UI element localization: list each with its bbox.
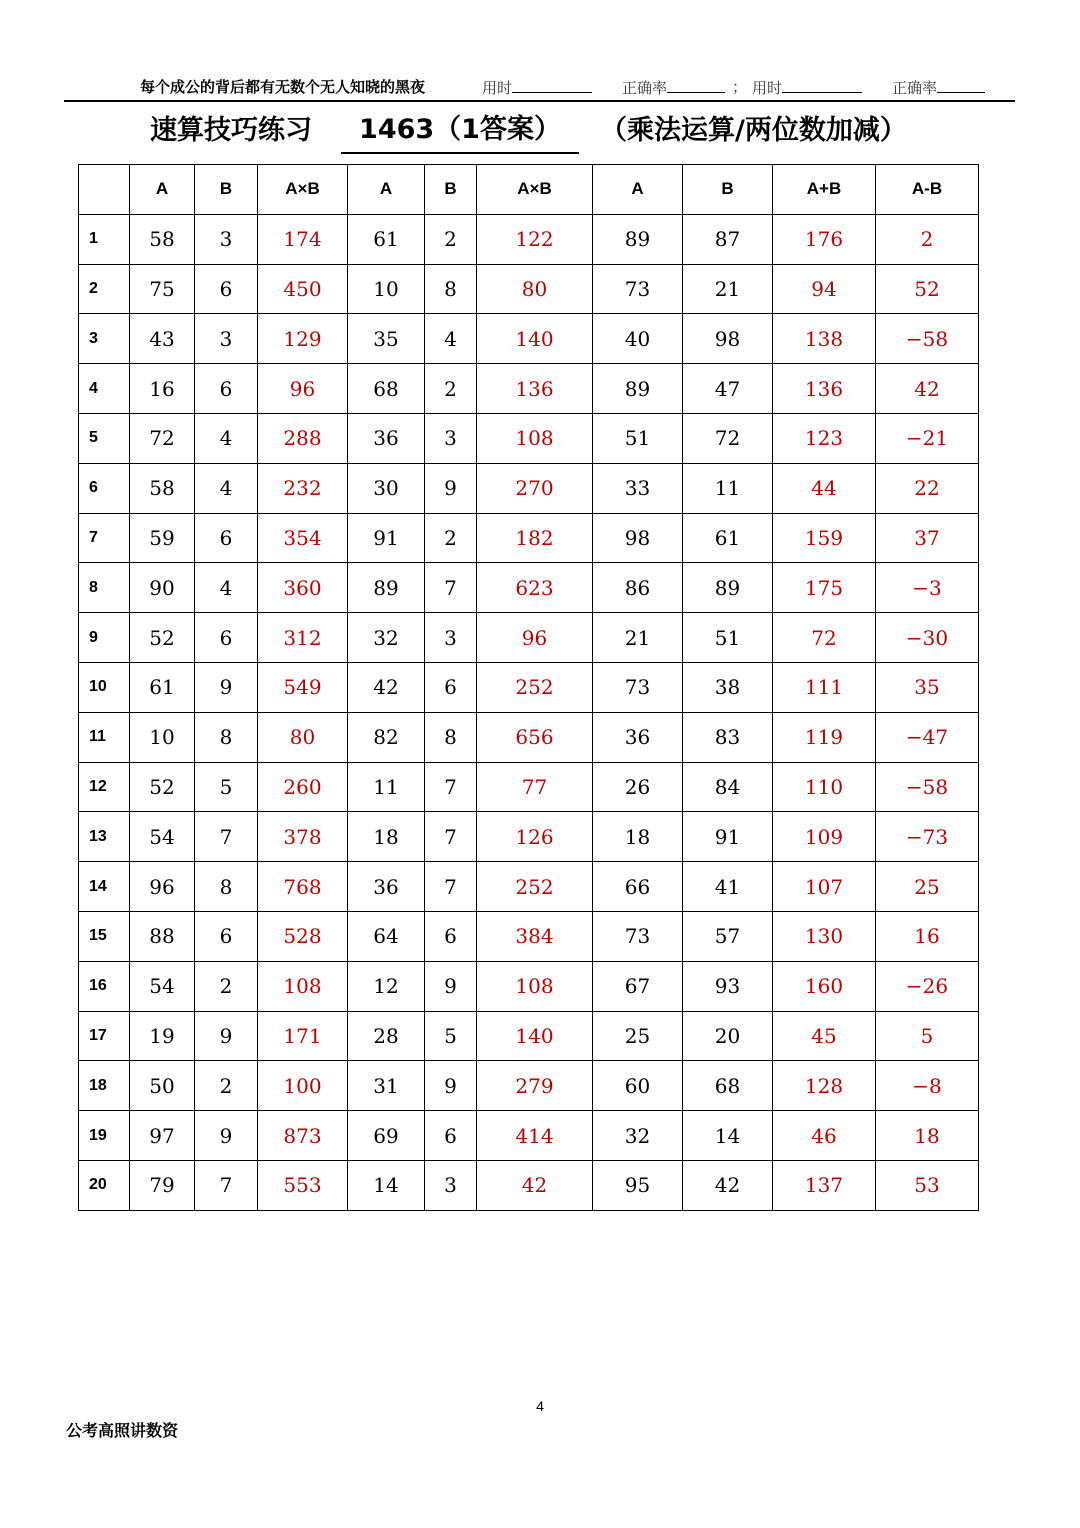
- answer-cell: 312: [258, 613, 348, 663]
- answer-cell: 108: [477, 961, 593, 1011]
- operand-cell: 4: [425, 314, 477, 364]
- page-header: [64, 74, 1015, 102]
- operand-cell: 2: [195, 961, 258, 1011]
- operand-cell: 16: [130, 364, 195, 414]
- operand-cell: 36: [348, 413, 425, 463]
- title-subtitle: （乘法运算/两位数加减）: [600, 115, 907, 146]
- operand-cell: 8: [195, 862, 258, 912]
- operand-cell: 50: [130, 1061, 195, 1111]
- table-row: [79, 712, 979, 762]
- operand-cell: 58: [130, 214, 195, 264]
- operand-cell: 36: [348, 862, 425, 912]
- header-cell: B: [425, 165, 477, 215]
- operand-cell: 90: [130, 563, 195, 613]
- operand-cell: 7: [425, 862, 477, 912]
- operand-cell: 25: [593, 1011, 683, 1061]
- table-body: [79, 214, 979, 1210]
- answer-cell: −58: [876, 314, 979, 364]
- table-row: [79, 961, 979, 1011]
- operand-cell: 6: [195, 613, 258, 663]
- operand-cell: 43: [130, 314, 195, 364]
- answer-cell: 129: [258, 314, 348, 364]
- header-cell: [79, 165, 130, 215]
- operand-cell: 3: [425, 613, 477, 663]
- answer-cell: 182: [477, 513, 593, 563]
- operand-cell: 86: [593, 563, 683, 613]
- header-separator: ；: [732, 78, 748, 96]
- header-cell: A: [130, 165, 195, 215]
- operand-cell: 31: [348, 1061, 425, 1111]
- operand-cell: 52: [130, 762, 195, 812]
- table-row: [79, 463, 979, 513]
- operand-cell: 10: [130, 712, 195, 762]
- answer-cell: 623: [477, 563, 593, 613]
- operand-cell: 11: [348, 762, 425, 812]
- table-row: [79, 1011, 979, 1061]
- answer-cell: 140: [477, 1011, 593, 1061]
- table-row: [79, 812, 979, 862]
- table-row: [79, 563, 979, 613]
- accuracy-label-2: 正确率: [892, 79, 938, 97]
- title-code: 1463（1答案）: [341, 108, 579, 154]
- answer-cell: 252: [477, 862, 593, 912]
- time-label-2: 用时: [752, 79, 783, 97]
- header-motto: 每个成公的背后都有无数个无人知晓的黑夜: [140, 78, 426, 96]
- operand-cell: 67: [593, 961, 683, 1011]
- header-cell: B: [195, 165, 258, 215]
- operand-cell: 14: [348, 1160, 425, 1210]
- answer-cell: 873: [258, 1111, 348, 1161]
- accuracy-blank-1: [667, 74, 725, 93]
- operand-cell: 6: [425, 1111, 477, 1161]
- answer-cell: 656: [477, 712, 593, 762]
- answer-cell: 137: [773, 1160, 876, 1210]
- operand-cell: 12: [348, 961, 425, 1011]
- answer-cell: 22: [876, 463, 979, 513]
- answer-cell: 111: [773, 662, 876, 712]
- operand-cell: 6: [425, 911, 477, 961]
- operand-cell: 59: [130, 513, 195, 563]
- answer-cell: 288: [258, 413, 348, 463]
- operand-cell: 84: [683, 762, 773, 812]
- operand-cell: 2: [425, 364, 477, 414]
- operand-cell: 4: [195, 463, 258, 513]
- operand-cell: 9: [425, 463, 477, 513]
- operand-cell: 51: [593, 413, 683, 463]
- answer-cell: 94: [773, 264, 876, 314]
- operand-cell: 21: [683, 264, 773, 314]
- operand-cell: 2: [195, 1061, 258, 1111]
- time-field-2: [752, 74, 862, 101]
- answer-cell: 100: [258, 1061, 348, 1111]
- operand-cell: 7: [195, 1160, 258, 1210]
- answer-cell: 108: [258, 961, 348, 1011]
- operand-cell: 83: [683, 712, 773, 762]
- operand-cell: 42: [348, 662, 425, 712]
- operand-cell: 6: [195, 513, 258, 563]
- operand-cell: 98: [683, 314, 773, 364]
- operand-cell: 8: [195, 712, 258, 762]
- row-index: 1: [79, 214, 130, 264]
- operand-cell: 33: [593, 463, 683, 513]
- row-index: 5: [79, 413, 130, 463]
- answer-cell: 450: [258, 264, 348, 314]
- time-blank-1: [512, 74, 592, 93]
- operand-cell: 64: [348, 911, 425, 961]
- operand-cell: 7: [425, 812, 477, 862]
- answer-cell: 136: [477, 364, 593, 414]
- header-cell: A+B: [773, 165, 876, 215]
- answer-cell: 123: [773, 413, 876, 463]
- table-row: [79, 413, 979, 463]
- operand-cell: 9: [425, 1061, 477, 1111]
- answer-cell: 553: [258, 1160, 348, 1210]
- operand-cell: 28: [348, 1011, 425, 1061]
- answer-cell: 2: [876, 214, 979, 264]
- operand-cell: 6: [425, 662, 477, 712]
- operand-cell: 38: [683, 662, 773, 712]
- table-row: [79, 1061, 979, 1111]
- operand-cell: 73: [593, 264, 683, 314]
- row-index: 10: [79, 662, 130, 712]
- row-index: 9: [79, 613, 130, 663]
- answer-cell: 37: [876, 513, 979, 563]
- operand-cell: 6: [195, 911, 258, 961]
- operand-cell: 89: [593, 214, 683, 264]
- answer-cell: 252: [477, 662, 593, 712]
- operand-cell: 7: [425, 762, 477, 812]
- operand-cell: 5: [195, 762, 258, 812]
- operand-cell: 41: [683, 862, 773, 912]
- answer-cell: 140: [477, 314, 593, 364]
- table-row: [79, 264, 979, 314]
- answer-cell: 176: [773, 214, 876, 264]
- row-index: 15: [79, 911, 130, 961]
- operand-cell: 2: [425, 214, 477, 264]
- header-cell: A×B: [477, 165, 593, 215]
- operand-cell: 89: [348, 563, 425, 613]
- operand-cell: 69: [348, 1111, 425, 1161]
- operand-cell: 52: [130, 613, 195, 663]
- operand-cell: 72: [683, 413, 773, 463]
- operand-cell: 3: [425, 1160, 477, 1210]
- answer-cell: 174: [258, 214, 348, 264]
- answer-cell: −3: [876, 563, 979, 613]
- operand-cell: 9: [195, 1011, 258, 1061]
- operand-cell: 3: [425, 413, 477, 463]
- accuracy-label-1: 正确率: [622, 79, 668, 97]
- answer-cell: 42: [477, 1160, 593, 1210]
- answer-cell: 360: [258, 563, 348, 613]
- operand-cell: 98: [593, 513, 683, 563]
- answer-cell: 44: [773, 463, 876, 513]
- answer-cell: 126: [477, 812, 593, 862]
- accuracy-field-2: [892, 74, 985, 101]
- answer-cell: −30: [876, 613, 979, 663]
- accuracy-blank-2: [937, 74, 985, 93]
- accuracy-field-1: [622, 74, 725, 101]
- operand-cell: 87: [683, 214, 773, 264]
- page-title: [150, 108, 950, 154]
- operand-cell: 7: [195, 812, 258, 862]
- header-cell: A×B: [258, 165, 348, 215]
- answer-cell: 119: [773, 712, 876, 762]
- header-cell: A: [593, 165, 683, 215]
- operand-cell: 2: [425, 513, 477, 563]
- operand-cell: 18: [348, 812, 425, 862]
- row-index: 8: [79, 563, 130, 613]
- answer-cell: 42: [876, 364, 979, 414]
- operand-cell: 26: [593, 762, 683, 812]
- operand-cell: 54: [130, 961, 195, 1011]
- table-row: [79, 613, 979, 663]
- row-index: 16: [79, 961, 130, 1011]
- time-label-1: 用时: [482, 79, 513, 97]
- operand-cell: 18: [593, 812, 683, 862]
- operand-cell: 9: [195, 662, 258, 712]
- operand-cell: 82: [348, 712, 425, 762]
- answer-cell: 53: [876, 1160, 979, 1210]
- row-index: 4: [79, 364, 130, 414]
- operand-cell: 5: [425, 1011, 477, 1061]
- operand-cell: 21: [593, 613, 683, 663]
- answer-cell: 110: [773, 762, 876, 812]
- operand-cell: 9: [425, 961, 477, 1011]
- operand-cell: 14: [683, 1111, 773, 1161]
- operand-cell: 30: [348, 463, 425, 513]
- answer-cell: 378: [258, 812, 348, 862]
- answer-cell: 80: [477, 264, 593, 314]
- answer-cell: 414: [477, 1111, 593, 1161]
- answer-cell: 232: [258, 463, 348, 513]
- header-cell: A-B: [876, 165, 979, 215]
- operand-cell: 61: [130, 662, 195, 712]
- operand-cell: 51: [683, 613, 773, 663]
- operand-cell: 95: [593, 1160, 683, 1210]
- answer-cell: −26: [876, 961, 979, 1011]
- answer-cell: 46: [773, 1111, 876, 1161]
- operand-cell: 35: [348, 314, 425, 364]
- answer-cell: 45: [773, 1011, 876, 1061]
- row-index: 13: [79, 812, 130, 862]
- answer-cell: −58: [876, 762, 979, 812]
- answer-cell: 159: [773, 513, 876, 563]
- operand-cell: 3: [195, 314, 258, 364]
- table-row: [79, 762, 979, 812]
- answer-cell: 528: [258, 911, 348, 961]
- answer-cell: 109: [773, 812, 876, 862]
- row-index: 18: [79, 1061, 130, 1111]
- operand-cell: 88: [130, 911, 195, 961]
- answer-cell: −21: [876, 413, 979, 463]
- answer-cell: 768: [258, 862, 348, 912]
- operand-cell: 19: [130, 1011, 195, 1061]
- table-row: [79, 513, 979, 563]
- answer-cell: 175: [773, 563, 876, 613]
- operand-cell: 36: [593, 712, 683, 762]
- table-row: [79, 911, 979, 961]
- answer-cell: 549: [258, 662, 348, 712]
- operand-cell: 8: [425, 264, 477, 314]
- operand-cell: 10: [348, 264, 425, 314]
- answer-cell: 80: [258, 712, 348, 762]
- answer-cell: 260: [258, 762, 348, 812]
- operand-cell: 57: [683, 911, 773, 961]
- answer-cell: 18: [876, 1111, 979, 1161]
- operand-cell: 68: [348, 364, 425, 414]
- answer-table: [78, 164, 979, 1211]
- table-row: [79, 1160, 979, 1210]
- answer-cell: 16: [876, 911, 979, 961]
- row-index: 3: [79, 314, 130, 364]
- row-index: 7: [79, 513, 130, 563]
- operand-cell: 91: [348, 513, 425, 563]
- answer-cell: 77: [477, 762, 593, 812]
- operand-cell: 93: [683, 961, 773, 1011]
- row-index: 20: [79, 1160, 130, 1210]
- table-row: [79, 314, 979, 364]
- time-field-1: [482, 74, 592, 101]
- row-index: 11: [79, 712, 130, 762]
- row-index: 17: [79, 1011, 130, 1061]
- operand-cell: 89: [593, 364, 683, 414]
- page-number: 4: [536, 1398, 544, 1414]
- operand-cell: 40: [593, 314, 683, 364]
- operand-cell: 58: [130, 463, 195, 513]
- time-blank-2: [782, 74, 862, 93]
- answer-cell: 5: [876, 1011, 979, 1061]
- answer-cell: 96: [477, 613, 593, 663]
- answer-cell: 384: [477, 911, 593, 961]
- operand-cell: 54: [130, 812, 195, 862]
- row-index: 14: [79, 862, 130, 912]
- operand-cell: 20: [683, 1011, 773, 1061]
- table-row: [79, 214, 979, 264]
- answer-cell: 136: [773, 364, 876, 414]
- operand-cell: 75: [130, 264, 195, 314]
- answer-cell: −8: [876, 1061, 979, 1111]
- answer-cell: −47: [876, 712, 979, 762]
- answer-cell: −73: [876, 812, 979, 862]
- operand-cell: 73: [593, 911, 683, 961]
- operand-cell: 32: [593, 1111, 683, 1161]
- operand-cell: 89: [683, 563, 773, 613]
- table-row: [79, 862, 979, 912]
- answer-cell: 108: [477, 413, 593, 463]
- operand-cell: 32: [348, 613, 425, 663]
- title-main: 速算技巧练习: [150, 115, 312, 146]
- operand-cell: 42: [683, 1160, 773, 1210]
- row-index: 2: [79, 264, 130, 314]
- operand-cell: 3: [195, 214, 258, 264]
- header-cell: B: [683, 165, 773, 215]
- answer-cell: 107: [773, 862, 876, 912]
- operand-cell: 4: [195, 413, 258, 463]
- answer-cell: 160: [773, 961, 876, 1011]
- table-row: [79, 662, 979, 712]
- operand-cell: 61: [683, 513, 773, 563]
- operand-cell: 8: [425, 712, 477, 762]
- operand-cell: 47: [683, 364, 773, 414]
- answer-cell: 171: [258, 1011, 348, 1061]
- table-row: [79, 1111, 979, 1161]
- row-index: 19: [79, 1111, 130, 1161]
- answer-cell: 35: [876, 662, 979, 712]
- operand-cell: 96: [130, 862, 195, 912]
- row-index: 6: [79, 463, 130, 513]
- operand-cell: 91: [683, 812, 773, 862]
- operand-cell: 68: [683, 1061, 773, 1111]
- row-index: 12: [79, 762, 130, 812]
- answer-cell: 52: [876, 264, 979, 314]
- operand-cell: 9: [195, 1111, 258, 1161]
- operand-cell: 73: [593, 662, 683, 712]
- answer-cell: 96: [258, 364, 348, 414]
- operand-cell: 60: [593, 1061, 683, 1111]
- header-cell: A: [348, 165, 425, 215]
- operand-cell: 97: [130, 1111, 195, 1161]
- answer-cell: 130: [773, 911, 876, 961]
- operand-cell: 61: [348, 214, 425, 264]
- operand-cell: 11: [683, 463, 773, 513]
- answer-cell: 138: [773, 314, 876, 364]
- answer-cell: 279: [477, 1061, 593, 1111]
- operand-cell: 4: [195, 563, 258, 613]
- operand-cell: 6: [195, 264, 258, 314]
- answer-cell: 122: [477, 214, 593, 264]
- answer-cell: 25: [876, 862, 979, 912]
- operand-cell: 6: [195, 364, 258, 414]
- table-row: [79, 364, 979, 414]
- operand-cell: 66: [593, 862, 683, 912]
- answer-cell: 128: [773, 1061, 876, 1111]
- answer-cell: 270: [477, 463, 593, 513]
- operand-cell: 7: [425, 563, 477, 613]
- answer-cell: 72: [773, 613, 876, 663]
- footer-text: 公考高照讲数资: [66, 1421, 179, 1440]
- operand-cell: 72: [130, 413, 195, 463]
- table-header-row: [79, 165, 979, 215]
- operand-cell: 79: [130, 1160, 195, 1210]
- answer-cell: 354: [258, 513, 348, 563]
